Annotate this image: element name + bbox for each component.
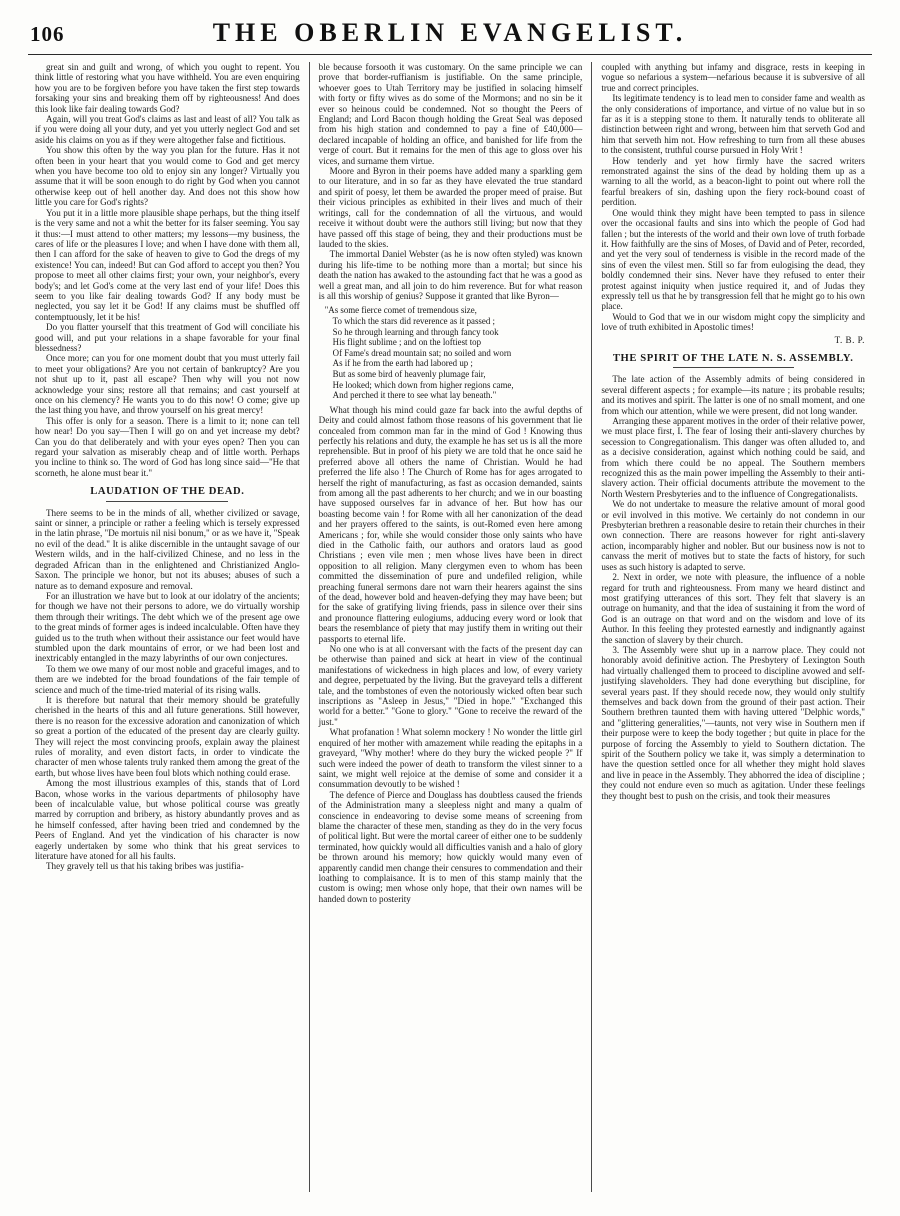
section-divider bbox=[106, 501, 228, 502]
masthead-rule bbox=[28, 54, 872, 55]
body-paragraph: There seems to be in the minds of all, whether civilized or savage, saint or sinner, a principle or rather a feeling which is tersely expressed in the latin phrase, "De mortuis nil nisi bonum," or as we have it, "Speak no evil of the dead." It is alike discernible in the untaught savage of our Western wilds, and in the half-civilized Chinese, and no less in the degraded African than in the enlightened and Christianized Anglo-Saxon. The principle we honor, but not its abuses; abuses of such a nature as to demand exposure and removal. bbox=[35, 507, 300, 591]
body-paragraph: For an illustration we have but to look at our idolatry of the ancients; for though we have not their persons to adore, we do virtually worship them through their writings. The debt which we of the present age owe to the great minds of former ages is indeed incalculable. Often have they guided us to the truth when without their assistance our feet would have stumbled upon the dark mountains of error, or we had been lost and inextricably entangled in the mazy labyrinths of our own conjectures. bbox=[35, 590, 300, 664]
verse-line: And perched it there to see what lay beneath." bbox=[332, 390, 497, 401]
body-paragraph: ble because forsooth it was customary. On the same principle we can prove that border-ruffianism is justifiable. On the same principle, whoever goes to Utah Territory may be justified in solacing himself with forty or fifty wives as do some of the Mormons; and no sin be it ever so heinous could be condemned. Not so thought the Peers of England; and Lord Bacon though holding the Great Seal was deposed from his high station and condemned to pay a fine of £40,000—declared incapable of holding an office, and banished for life from the verge of court. But it remains for the men of this age to gloss over his vices, and surname them virtue. bbox=[318, 62, 583, 166]
column-container bbox=[26, 62, 874, 1192]
verse-line: To which the stars did reverence as it passed ; bbox=[332, 315, 495, 326]
verse-line: His flight sublime ; and on the loftiest top bbox=[332, 337, 482, 348]
section-heading: THE SPIRIT OF THE LATE N. S. ASSEMBLY. bbox=[612, 352, 854, 364]
body-paragraph: You show this often by the way you plan for the future. Has it not often been in your heart that you would come to God and get mercy when you have become too old to enjoy sin any longer? Virtually you assume that it will be soon enough to do right by God when you cannot otherwise keep out of hell another day. And does not this show how little you care for God's rights? bbox=[35, 145, 300, 208]
publication-title: THE OBERLIN EVANGELIST. bbox=[212, 18, 688, 47]
text-column-2 bbox=[309, 62, 592, 1192]
body-paragraph: Moore and Byron in their poems have added many a sparkling gem to our literature, and in so far as they have elevated the true standard and spirit of poesy, let them be awarded the proper meed of praise. But their vicious principles as exhibited in their lives and much of their writings, call for the condemnation of all the virtuous, and would receive it without doubt were the authors still living; but now that they have passed off this stage of being, they and their productions must be lauded to the skies. bbox=[318, 166, 583, 249]
body-paragraph: Again, will you treat God's claims as last and least of all? You talk as if you were doing all your duty, and yet you utterly neglect God and set aside his claims on you as if they were altogether false and fictitious. bbox=[35, 114, 300, 145]
verse-line: "As some fierce comet of tremendous size, bbox=[324, 305, 477, 316]
body-paragraph: Would to God that we in our wisdom might copy the simplicity and love of truth exhibited in Apostolic times! bbox=[601, 311, 865, 333]
body-paragraph: How tenderly and yet how firmly have the sacred writers remonstrated against the sins of the dead by holding them up as a warning to all the world, as a beacon-light to point out where roll the fearful breakers of sin, dashing upon the fiery rock-bound coast of perdition. bbox=[601, 155, 865, 208]
verse-block bbox=[319, 305, 583, 400]
body-paragraph: Do you flatter yourself that this treatment of God will conciliate his good will, and put your relations in a shape favorable for your final blessedness? bbox=[35, 322, 300, 353]
verse-line: He looked; which down from higher regions came, bbox=[332, 379, 514, 390]
body-paragraph: The late action of the Assembly admits of being considered in several different aspects ; for example—its nature ; its probable results; and its motives and spirit. The latter is one of no small moment, and one from which our attention, while we were present, did not long wander. bbox=[601, 374, 865, 416]
masthead bbox=[26, 18, 874, 54]
verse-line: So he through learning and through fancy took bbox=[332, 326, 499, 337]
body-paragraph: Its legitimate tendency is to lead men to consider fame and wealth as the only considerations of importance, and virtue of no value but in so far as it is a stepping stone to them. It naturally tends to obliterate all distinction between right and wrong, between him that serveth God and him that serveth him not. How refreshing to turn from all these abuses to the consistent, truthful course pursued in Holy Writ ! bbox=[601, 93, 865, 156]
body-paragraph: It is therefore but natural that their memory should be gratefully cherished in the hearts of this and all future generations. Still however, there is no reason for the excessive adoration and canonization of which so great a portion of the educated of the present day are clearly guilty. They will reject the most convincing proofs, explain away the plainest rules of morality, and even distort facts, in order to vindicate the character of men whose talents truly ranked them among the great of the earth, but whose lives have been foul blots which nothing could erase. bbox=[35, 694, 300, 778]
body-paragraph: This offer is only for a season. There is a limit to it; none can tell how near! Do you say—Then I will go on and yet increase my debt? Can you do that deliberately and with your eyes open? Then you can regard your salvation as miserably cheap and of little worth. Perhaps you incline to think so. The word of God has long since said—"He that scorneth, he alone must bear it." bbox=[35, 415, 300, 478]
body-paragraph: The immortal Daniel Webster (as he is now often styled) was known during his life-time to be nothing more than a mortal; but since his death the nation has awaked to the astounding fact that he was a good as well a great man, and all join to do him reverence. But for what reason is all this worship of genius? Suppose it granted that like Byron— bbox=[318, 249, 583, 301]
body-paragraph: Among the most illustrious examples of this, stands that of Lord Bacon, whose works in the various departments of philosophy have been of incalculable value, but whose political course was greatly marred by corruption and bribery, as history abundantly proves and as he himself confessed, after having been tried and condemned by the Peers of England. And yet the vindication of his character is now eagerly undertaken by some who think that his great services to literature have atoned for all his faults. bbox=[35, 778, 300, 862]
body-paragraph: You put it in a little more plausible shape perhaps, but the thing itself is the very same and not a whit the better for its falser seeming. You say it thus:—I must attend to other matters; my lessons—my business, the cares of life or the pleasures I love; and when I have done with them all, then I can afford for the sake of heaven to give to God the dregs of my existence! You can, indeed! But can God afford to accept you then? You propose to meet all other claims first; your own, your neighbor's, every body's; and let God's come at the very last end of your life! Does this seem to you like fair dealing towards God? If any body must be neglected, you say let it be God! If any claims must be shuffled off contemptuously, let it be his! bbox=[35, 207, 300, 322]
body-paragraph: They gravely tell us that his taking bribes was justifia- bbox=[46, 861, 244, 872]
body-paragraph: One would think they might have been tempted to pass in silence over the occasional faults and sins into which the people of God had fallen ; but the interests of the world and their own love of truth forbade it. How faithfully are the sins of Moses, of David and of Peter, recorded, and yet the very soul of tenderness is visible in the record made of the sins of even the vilest men. Still so far from eulogising the dead, they boldly condemned their sins. Never have they refused to enter their protest against iniquity when justice required it, and of Judas they expressly tell us that he by transgression fell that he might go to his own place. bbox=[601, 207, 865, 312]
verse-line: As if he from the earth had labored up ; bbox=[332, 358, 473, 369]
text-column-3 bbox=[591, 62, 874, 1192]
body-paragraph: Arranging these apparent motives in the order of their relative power, we must place first, I. The fear of losing their anti-slavery churches by secession to Congregationalism. This danger was often alluded to, and as a decisive consideration, against which nothing could be said, and from which there could be no appeal. The Southern members recognized this as the main power impelling the Assembly to their anti-slavery action. Their official documents attribute the movement to the North Western Presbyteries and to the influence of Congregationalists. bbox=[601, 416, 865, 499]
body-paragraph: Once more; can you for one moment doubt that you must utterly fail to meet your obligations? Are you not certain of bankruptcy? Are you not shut up to it, past all escape? Then why will you not now acknowledge your sins; restore all that remains; and cast yourself at once on his clemency? He wants you to do this now! O come; give up the last thing you have, and throw yourself on his great mercy! bbox=[35, 353, 300, 416]
body-paragraph: No one who is at all conversant with the facts of the present day can be otherwise than pained and sick at heart in view of the continual manifestations of wickedness in high places and low, of every variety and degree, perpetuated by the living. But the graveyard tells a different tale, and the tombstones of even the notoriously wicked often bear such inscriptions as "Asleep in Jesus," "Died in hope." "Exchanged this world for a better." "Gone to glory." "Gone to receive the reward of the just." bbox=[318, 644, 583, 727]
section-divider bbox=[673, 367, 794, 368]
body-paragraph: What profanation ! What solemn mockery ! No wonder the little girl enquired of her mother with amazement while reading the epitaphs in a graveyard, "Why mother! where do they bury the wicked people ?" If such were indeed the power of death to transform the vilest sinner to a saint, we might well rejoice at the demise of some and consider it a consummation devoutly to be wished ! bbox=[318, 727, 583, 790]
body-paragraph: coupled with anything but infamy and disgrace, rests in keeping in vogue so nefarious a system—nefarious because it is subversive of all true and correct principles. bbox=[601, 62, 865, 93]
body-paragraph: To them we owe many of our most noble and graceful images, and to them are we indebted for the broad foundations of the fair temple of science and much of the time-tried material of its rising walls. bbox=[35, 663, 300, 695]
body-paragraph: 3. The Assembly were shut up in a narrow place. They could not honorably avoid definitive action. The Presbytery of Lexington South had virtually challenged them to proceed to discipline avowed and self-justifying slaveholders. They had done everything but discipline, for several years past. If they should recede now, they would only stultify themselves and back down from the ground of their past action. Their Southern brethren taunted them with having uttered "Delphic words," and "glittering generalities,"—taunts, not very wise in Southern men if their purpose were to keep the body together ; but quite in place for the purpose of forcing the Assembly to yield to Southern dictation. The spirit of the Southern policy we take it, was simply a determination to have the question settled once for all whether they might hold slaves and live in peace in the Assembly. They abhorred the idea of discipline ; they could not endure even so much as agitation. Under these feelings they thought best to push on the crisis, and took their measures bbox=[601, 644, 865, 801]
body-paragraph: We do not undertake to measure the relative amount of moral good or evil involved in this motive. We certainly do not condemn in our Presbyterian brethren a reasonable desire to retain their churches in their own connection. There are reasons however for right anti-slavery action, incomparably higher and nobler. But our business now is not to canvass the merit of motives but to state the facts of history, for such uses as such history is adapted to serve. bbox=[601, 499, 865, 572]
section-heading: LAUDATION OF THE DEAD. bbox=[90, 486, 245, 498]
verse-line: Of Fame's dread mountain sat; no soiled and worn bbox=[332, 347, 512, 358]
body-paragraph: What though his mind could gaze far back into the awful depths of Deity and could almost fathom those reasons of his government that lie concealed from common man far in the mind of God ! Knowing thus perfectly his relations and duty, the example he has set us is all the more reprehensible. But in proof of his piety we are told that he once said he preferred above all others the name of Christian. Would he had preferred the life also ! The Church of Rome has for ages arrogated to herself the right of manufacturing, as fast as occasion demanded, saints from among all the past adherents to her church; and we in our boasting have supposed ourselves far in advance of her. But how has our boasting become vain ! for Rome with all her canonization of the dead and her prayers offered to the saints, is out-Romed even here among Americans ; for, while she would consider those only saints who have died in the Catholic faith, our authors and orators laud as good Christians ; even vile men ; men whose lives have been in direct opposition to all religion. Many clergymen even to whom has been committed the dissemination of pure and undefiled religion, while preaching funeral sermons dare not warn their hearers against the sins of the dead, however bold and heaven-defying they may have been; but for the sake of gratifying living friends, pass in silence over their sins and pronounce flattering eulogiums, adducing every word or look that bears the resemblance of piety that may justify them in writing out their passports to eternal life. bbox=[318, 404, 583, 644]
text-column-1 bbox=[26, 62, 309, 1192]
body-paragraph: great sin and guilt and wrong, of which you ought to repent. You think little of restoring what you have withheld. You are even enquiring how you are to be forgiven before you have taken the first step towards forsaking your sins and breaking them off by righteousness! And does this look like fair dealing towards God? bbox=[35, 62, 300, 114]
body-paragraph: The defence of Pierce and Douglass has doubtless caused the friends of the Administration many a sleepless night and many a qualm of conscience in endeavoring to devise some means of screening from blame the character of these men, standing as they do in the very focus of political light. But were the mortal career of either one to be suddenly terminated, how quickly would all difficulties vanish and a halo of glory be thrown around his memory; how quickly would many even of apparently candid men change their censures to commendation and their loathing to complaisance. It is to men of this stamp mainly that the custom is owing; men whose only hope, that their own names will be handed down to posterity bbox=[318, 789, 583, 904]
body-paragraph: 2. Next in order, we note with pleasure, the influence of a noble regard for truth and righteousness. From many we heard distinct and most gratifying utterances of this sort. They felt that slavery is an outrage on humanity, and that the idea of sustaining it from the word of God is an outrage on that word and on the wisdom and love of its Author. In this feeling they protested earnestly and indignantly against the sanction of slavery by their church. bbox=[601, 572, 865, 645]
verse-line: But as some bird of heavenly plumage fair, bbox=[332, 368, 486, 379]
author-signature: T. B. P. bbox=[834, 334, 865, 345]
page-number: 106 bbox=[30, 22, 65, 46]
